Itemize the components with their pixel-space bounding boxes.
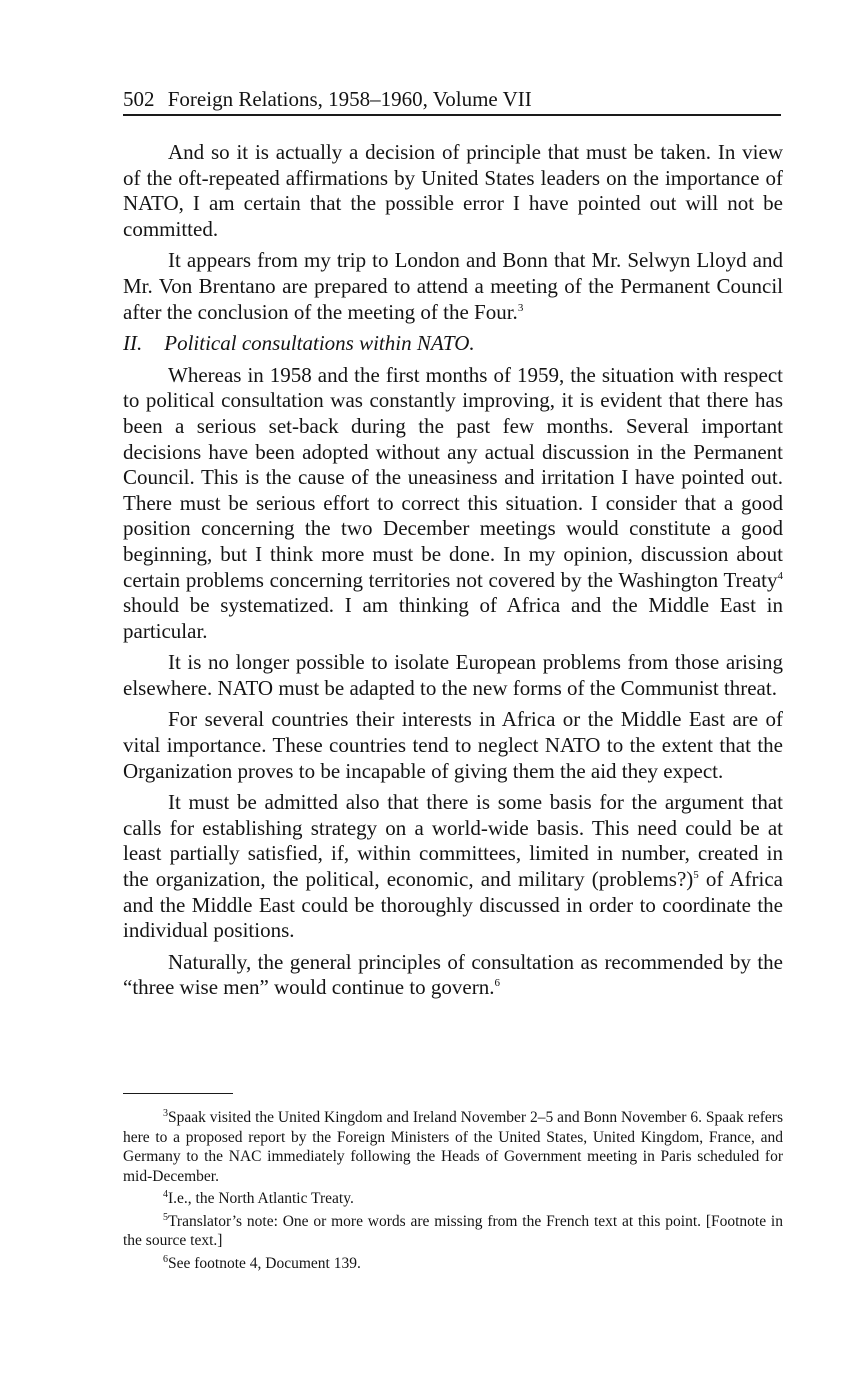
section-title: Political consultations within NATO. (164, 331, 475, 356)
paragraph-text: And so it is actually a decision of principle that must be taken. In view of the oft-repeated affirmations by United States leaders on the importance of NATO, I am certain that the possible error I have pointed out will not be committed. (123, 140, 783, 241)
paragraph-text: It appears from my trip to London and Bonn that Mr. Selwyn Lloyd and Mr. Von Brentano are prepared to attend a meeting of the Permanent Council after the conclusion of the meeting of the Four. (123, 248, 783, 324)
paragraph (123, 790, 783, 944)
paragraph-text: of Africa and the Middle East could be thoroughly discussed in order to coordinate the individual positions. (123, 867, 784, 943)
paragraph-text: It is no longer possible to isolate European problems from those arising elsewhere. NATO must be adapted to the new forms of the Communist threat. (123, 650, 783, 700)
footnote (123, 1108, 783, 1186)
footnote-ref[interactable]: 5 (693, 869, 699, 882)
footnote-text: See footnote 4, Document 139. (168, 1254, 361, 1272)
footnote-ref[interactable]: 6 (494, 977, 500, 990)
footnote-marker: 6 (163, 1253, 168, 1265)
footnote-text: Spaak visited the United Kingdom and Ireland November 2–5 and Bonn November 6. Spaak refers here to a proposed report by the Foreign Ministers of the United States, United Kingdom, France, and Germany to the NAC immediately following the Heads of Government meeting in Paris scheduled for mid-December. (123, 1109, 783, 1185)
footnote-ref[interactable]: 4 (777, 569, 783, 582)
paragraph-text: Naturally, the general principles of consultation as recommended by the “three wise men” would continue to govern. (123, 949, 783, 1000)
footnote-text: I.e., the North Atlantic Treaty. (168, 1190, 354, 1207)
running-header (123, 86, 781, 116)
paragraph (123, 950, 783, 1001)
footnote-divider (123, 1093, 233, 1094)
paragraph-text: For several countries their interests in Africa or the Middle East are of vital importance. These countries tend to neglect NATO to the extent that the Organization proves to be incapable of giving them the aid they expect. (123, 707, 783, 783)
paragraph-text: It must be admitted also that there is some basis for the argument that calls for establishing strategy on a world-wide basis. This need could be at least partially satisfied, if, within committees, limited in number, created in the organization, the political, economic, and military (problems?) (123, 790, 783, 892)
footnote (123, 1212, 783, 1251)
page-number: 502 (123, 87, 155, 111)
section-number: II. (123, 331, 143, 356)
footnote-marker: 4 (163, 1189, 168, 1200)
footnote-marker: 3 (163, 1108, 168, 1119)
footnote-text: Translator’s note: One or more words are missing from the French text at this point. [Footnote in the source text.] (123, 1212, 783, 1249)
paragraph-text: should be systematized. I am thinking of Africa and the Middle East in particular. (123, 593, 783, 643)
paragraph (123, 363, 783, 645)
paragraph (123, 707, 783, 784)
paragraph (123, 650, 783, 701)
paragraph (123, 248, 783, 325)
footnote (123, 1189, 783, 1209)
footnote (123, 1254, 783, 1274)
document-body (123, 140, 783, 1007)
paragraph-text: Whereas in 1958 and the first months of 1959, the situation with respect to political consultation was constantly improving, it is evident that there has been a serious set-back during the past few months. Several important decisions have been adopted without any actual discussion in the Permanent Council. This is the cause of the uneasiness and irritation I have pointed out. There must be serious effort to correct this situation. I consider that a good position concerning the two December meetings would constitute a good beginning, but I think more must be done. In my opinion, discussion about certain problems concerning territories not covered by the Washington Treaty (123, 362, 783, 592)
footnote-marker: 5 (163, 1211, 168, 1223)
volume-title: Foreign Relations, 1958–1960, Volume VII (167, 87, 532, 111)
footnotes (123, 1108, 783, 1276)
section-heading (123, 331, 783, 357)
paragraph (123, 140, 783, 242)
footnote-ref[interactable]: 3 (517, 301, 524, 314)
